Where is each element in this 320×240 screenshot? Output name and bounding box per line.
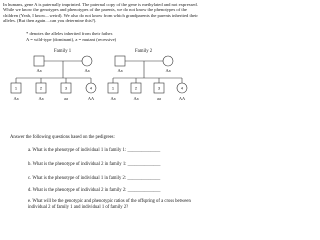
family-1-child-3-genotype: aa <box>64 96 68 101</box>
family-1-child-4-genotype: AA <box>87 96 95 101</box>
family-2-child-2-number: 2 <box>134 85 138 91</box>
allele-key: A = wild-type (dominant), a = mutant (recessive) <box>26 37 117 43</box>
family-1-child-4-number: 4 <box>89 85 93 91</box>
family-2-father-square <box>115 56 125 66</box>
family-1-mother-circle <box>82 56 92 66</box>
family-1-child-3-number: 3 <box>64 85 68 91</box>
question-e: e. What will be the genotypic and phenotypic ratios of the offspring of a cross between individual 2 of family 1 and individual 1 of family 2? <box>28 199 191 210</box>
asterisk-note: * denotes the alleles inherited from their father. <box>26 31 113 36</box>
family-2-child-1-genotype: Aa <box>110 96 116 101</box>
question-a: a. What is the phenotype of individual 1 in family 1: ______________ <box>28 148 161 153</box>
family-2-child-2-genotype: Aa <box>133 96 139 101</box>
family-2-child-3-genotype: aa <box>157 96 161 101</box>
family-2-child-4-number: 4 <box>180 85 184 91</box>
family-2-label: Family 2 <box>135 49 153 54</box>
question-c: c. What is the phenotype of individual 1 in family 2: ______________ <box>28 176 161 181</box>
question-b: b. What is the phenotype of individual 2 in family 1: ______________ <box>28 162 161 167</box>
family-1-child-1-genotype: Aa <box>13 96 19 101</box>
family-2-mother-circle <box>163 56 173 66</box>
family-2-child-4-genotype: AA <box>178 96 186 101</box>
answer-heading: Answer the following questions based on the pedigrees: <box>10 135 115 140</box>
family-1-child-2-number: 2 <box>39 85 43 91</box>
family-2-child-3-number: 3 <box>157 85 161 91</box>
family-2-father-genotype: Aa <box>117 68 123 73</box>
family-1-child-2-genotype: Aa <box>38 96 44 101</box>
family-1-label: Family 1 <box>54 49 72 54</box>
family-1-child-1-number: 1 <box>14 85 18 91</box>
intro-paragraph: In humans, gene A is paternally imprinted. The paternal copy of the gene is methylated and not expressed. While we know the genotypes and phenotypes of the parents, we do not know the phenotypes of the children (Yeah, I know....weird). We also do not know from which grandparents the parents inherited their alleles. (But then again....can you determine this?). <box>3 2 198 23</box>
family-2-child-1-number: 1 <box>111 85 115 91</box>
family-2-mother-genotype: Aa <box>165 68 171 73</box>
family-1-father-square <box>34 56 44 66</box>
family-1-father-genotype: Aa <box>36 68 42 73</box>
question-d: d. What is the phenotype of individual 2 in family 2: ______________ <box>28 188 161 193</box>
family-1-mother-genotype: Aa <box>84 68 90 73</box>
